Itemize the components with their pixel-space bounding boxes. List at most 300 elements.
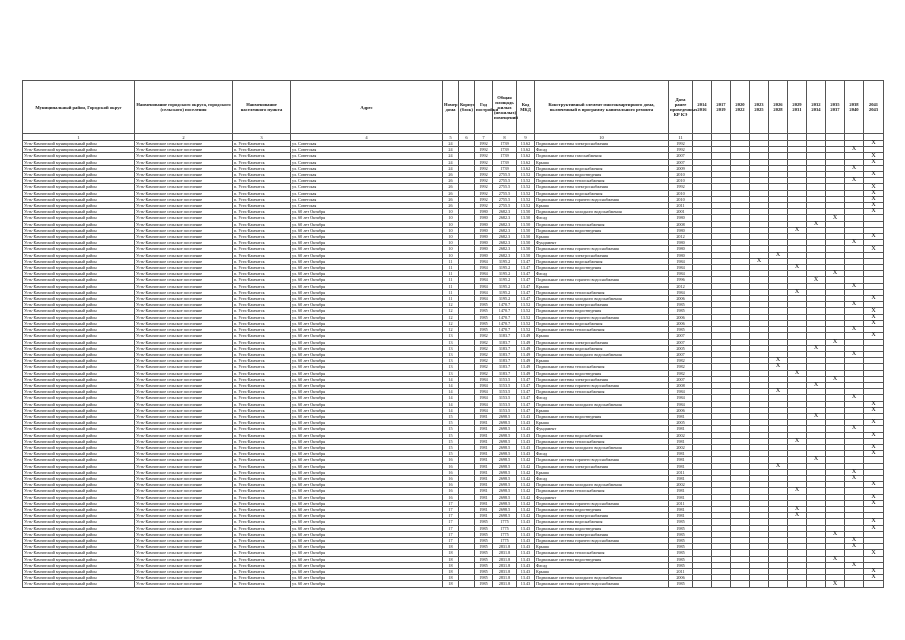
prior-repair-date-cell: 1981 — [669, 475, 693, 481]
prior-repair-date-cell: 2007 — [669, 153, 693, 159]
column-number — [807, 134, 826, 141]
locality-cell: п. Усть-Камчатск — [233, 544, 291, 550]
prior-repair-date-cell: 1992 — [669, 147, 693, 153]
period-cell: X — [864, 575, 884, 581]
year-cell: 1992 — [475, 165, 493, 171]
area-cell: 1739 — [493, 165, 517, 171]
element-cell: Подвальные системы теплоснабжения — [535, 438, 669, 444]
year-cell: 1980 — [475, 227, 493, 233]
district-cell: Усть-Камчатский муниципальный район — [23, 246, 135, 252]
area-cell: 3195.2 — [493, 265, 517, 271]
element-cell: Крыша — [535, 234, 669, 240]
address-cell: ул. 60 лет Октября — [291, 525, 443, 531]
house-number-cell: 17 — [443, 513, 459, 519]
mkd-code-cell: 13.47 — [517, 376, 535, 382]
prior-repair-date-cell: 1981 — [669, 494, 693, 500]
prior-repair-date-cell: 2012 — [669, 234, 693, 240]
locality-cell: п. Усть-Камчатск — [233, 190, 291, 196]
year-cell: 1985 — [475, 550, 493, 556]
address-cell: ул. 60 лет Октября — [291, 581, 443, 587]
period-cell: X — [845, 351, 864, 357]
period-cell: X — [788, 289, 807, 295]
period-cell: X — [807, 221, 826, 227]
house-number-cell: 17 — [443, 506, 459, 512]
prior-repair-date-cell: 2009 — [669, 165, 693, 171]
district-cell: Усть-Камчатский муниципальный район — [23, 165, 135, 171]
period-cell: X — [845, 395, 864, 401]
address-cell: ул. Советская — [291, 159, 443, 165]
address-cell: ул. 60 лет Октября — [291, 209, 443, 215]
year-cell: 1985 — [475, 581, 493, 587]
prior-repair-date-cell: 2010 — [669, 190, 693, 196]
column-header: Общая площадь жилых (нежилых) помещений — [493, 81, 517, 134]
prior-repair-date-cell: 2006 — [669, 407, 693, 413]
prior-repair-date-cell: 1980 — [669, 240, 693, 246]
mkd-code-cell: 13.47 — [517, 389, 535, 395]
mkd-code-cell: 13.50 — [517, 227, 535, 233]
mkd-code-cell: 13.49 — [517, 364, 535, 370]
mkd-code-cell: 13.49 — [517, 370, 535, 376]
mkd-code-cell: 13.52 — [517, 327, 535, 333]
settlement-cell: Усть-Камчатское сельское поселение — [135, 382, 233, 388]
settlement-cell: Усть-Камчатское сельское поселение — [135, 153, 233, 159]
address-cell: ул. 60 лет Октября — [291, 407, 443, 413]
year-cell: 1984 — [475, 376, 493, 382]
settlement-cell: Усть-Камчатское сельское поселение — [135, 141, 233, 147]
period-cell: X — [845, 538, 864, 544]
district-cell: Усть-Камчатский муниципальный район — [23, 382, 135, 388]
element-cell: Крыша — [535, 420, 669, 426]
prior-repair-date-cell: 1981 — [669, 451, 693, 457]
district-cell: Усть-Камчатский муниципальный район — [23, 271, 135, 277]
period-cell: X — [864, 407, 884, 413]
locality-cell: п. Усть-Камчатск — [233, 302, 291, 308]
locality-cell: п. Усть-Камчатск — [233, 165, 291, 171]
locality-cell: п. Усть-Камчатск — [233, 196, 291, 202]
address-cell: ул. 60 лет Октября — [291, 258, 443, 264]
district-cell: Усть-Камчатский муниципальный район — [23, 296, 135, 302]
period-cell: X — [864, 234, 884, 240]
area-cell: 2698.5 — [493, 469, 517, 475]
mkd-code-cell: 13.47 — [517, 401, 535, 407]
district-cell: Усть-Камчатский муниципальный район — [23, 463, 135, 469]
settlement-cell: Усть-Камчатское сельское поселение — [135, 339, 233, 345]
element-cell: Крыша — [535, 203, 669, 209]
mkd-code-cell: 13.42 — [517, 463, 535, 469]
address-cell: ул. 60 лет Октября — [291, 538, 443, 544]
year-cell: 1981 — [475, 506, 493, 512]
settlement-cell: Усть-Камчатское сельское поселение — [135, 426, 233, 432]
mkd-code-cell: 13.47 — [517, 395, 535, 401]
address-cell: ул. 60 лет Октября — [291, 302, 443, 308]
year-cell: 1985 — [475, 525, 493, 531]
element-cell: Подвальные системы теплоснабжения — [535, 289, 669, 295]
address-cell: ул. 60 лет Октября — [291, 544, 443, 550]
column-number — [769, 134, 788, 141]
period-cell: X — [788, 438, 807, 444]
district-cell: Усть-Камчатский муниципальный район — [23, 513, 135, 519]
house-number-cell: 14 — [443, 395, 459, 401]
prior-repair-date-cell: 2011 — [669, 500, 693, 506]
settlement-cell: Усть-Камчатское сельское поселение — [135, 227, 233, 233]
element-cell: Подвальные системы электроснабжения — [535, 184, 669, 190]
element-cell: Подвальные системы теплоснабжения — [535, 221, 669, 227]
address-cell: ул. 60 лет Октября — [291, 562, 443, 568]
element-cell: Подвальные системы горячего водоснабжения — [535, 314, 669, 320]
settlement-cell: Усть-Камчатское сельское поселение — [135, 184, 233, 190]
area-cell: 2831.8 — [493, 562, 517, 568]
element-cell: Подвальные системы теплоснабжения — [535, 178, 669, 184]
house-number-cell: 10 — [443, 209, 459, 215]
prior-repair-date-cell: 1984 — [669, 389, 693, 395]
house-number-cell: 11 — [443, 289, 459, 295]
mkd-code-cell: 13.52 — [517, 190, 535, 196]
prior-repair-date-cell: 1981 — [669, 426, 693, 432]
area-cell: 1739 — [493, 153, 517, 159]
house-number-cell: 14 — [443, 401, 459, 407]
prior-repair-date-cell: 2008 — [669, 382, 693, 388]
prior-repair-date-cell: 2007 — [669, 376, 693, 382]
area-cell: 3153.5 — [493, 382, 517, 388]
locality-cell: п. Усть-Камчатск — [233, 451, 291, 457]
locality-cell: п. Усть-Камчатск — [233, 382, 291, 388]
house-number-cell: 15 — [443, 426, 459, 432]
house-number-cell: 16 — [443, 463, 459, 469]
year-cell: 1982 — [475, 333, 493, 339]
locality-cell: п. Усть-Камчатск — [233, 513, 291, 519]
district-cell: Усть-Камчатский муниципальный район — [23, 289, 135, 295]
mkd-code-cell: 13.43 — [517, 525, 535, 531]
locality-cell: п. Усть-Камчатск — [233, 569, 291, 575]
mkd-code-cell: 13.43 — [517, 556, 535, 562]
district-cell: Усть-Камчатский муниципальный район — [23, 556, 135, 562]
address-cell: ул. 60 лет Октября — [291, 289, 443, 295]
locality-cell: п. Усть-Камчатск — [233, 413, 291, 419]
prior-repair-date-cell: 1984 — [669, 271, 693, 277]
prior-repair-date-cell: 2002 — [669, 482, 693, 488]
locality-cell: п. Усть-Камчатск — [233, 308, 291, 314]
column-number: 11 — [669, 134, 693, 141]
year-cell: 1985 — [475, 320, 493, 326]
settlement-cell: Усть-Камчатское сельское поселение — [135, 314, 233, 320]
address-cell: ул. 60 лет Октября — [291, 413, 443, 419]
period-cell: X — [788, 227, 807, 233]
mkd-code-cell: 13.47 — [517, 283, 535, 289]
mkd-code-cell: 13.42 — [517, 506, 535, 512]
house-number-cell: 13 — [443, 370, 459, 376]
locality-cell: п. Усть-Камчатск — [233, 556, 291, 562]
area-cell: 2682.3 — [493, 221, 517, 227]
settlement-cell: Усть-Камчатское сельское поселение — [135, 413, 233, 419]
area-cell: 2698.5 — [493, 463, 517, 469]
locality-cell: п. Усть-Камчатск — [233, 581, 291, 587]
address-cell: ул. 60 лет Октября — [291, 482, 443, 488]
element-cell: Подвальные системы теплоснабжения — [535, 327, 669, 333]
area-cell: 2755.5 — [493, 196, 517, 202]
address-cell: ул. 60 лет Октября — [291, 277, 443, 283]
column-header: 2014 2016 — [693, 81, 712, 134]
element-cell: Подвальные системы теплоснабжения — [535, 550, 669, 556]
district-cell: Усть-Камчатский муниципальный район — [23, 358, 135, 364]
year-cell: 1992 — [475, 190, 493, 196]
settlement-cell: Усть-Камчатское сельское поселение — [135, 252, 233, 258]
address-cell: ул. Советская — [291, 203, 443, 209]
element-cell: Подвальные системы холодного водоснабжения — [535, 444, 669, 450]
area-cell: 2682.3 — [493, 246, 517, 252]
year-cell: 1981 — [475, 420, 493, 426]
area-cell: 3195.2 — [493, 283, 517, 289]
element-cell: Подвальные системы горячего водоснабжения — [535, 538, 669, 544]
mkd-code-cell: 13.62 — [517, 141, 535, 147]
settlement-cell: Усть-Камчатское сельское поселение — [135, 494, 233, 500]
settlement-cell: Усть-Камчатское сельское поселение — [135, 234, 233, 240]
address-cell: ул. 60 лет Октября — [291, 382, 443, 388]
district-cell: Усть-Камчатский муниципальный район — [23, 153, 135, 159]
area-cell: 2831.8 — [493, 581, 517, 587]
column-number: 4 — [291, 134, 443, 141]
district-cell: Усть-Камчатский муниципальный район — [23, 544, 135, 550]
mkd-code-cell: 13.43 — [517, 544, 535, 550]
prior-repair-date-cell: 2010 — [669, 172, 693, 178]
mkd-code-cell: 13.62 — [517, 165, 535, 171]
mkd-code-cell: 13.42 — [517, 488, 535, 494]
locality-cell: п. Усть-Камчатск — [233, 203, 291, 209]
year-cell: 1980 — [475, 215, 493, 221]
mkd-code-cell: 13.50 — [517, 234, 535, 240]
area-cell: 2698.5 — [493, 444, 517, 450]
district-cell: Усть-Камчатский муниципальный район — [23, 451, 135, 457]
year-cell: 1981 — [475, 413, 493, 419]
locality-cell: п. Усть-Камчатск — [233, 271, 291, 277]
district-cell: Усть-Камчатский муниципальный район — [23, 227, 135, 233]
period-cell — [864, 581, 884, 587]
mkd-code-cell: 13.50 — [517, 246, 535, 252]
district-cell: Усть-Камчатский муниципальный район — [23, 482, 135, 488]
element-cell: Подвальные системы водоотведения — [535, 506, 669, 512]
settlement-cell: Усть-Камчатское сельское поселение — [135, 159, 233, 165]
locality-cell: п. Усть-Камчатск — [233, 351, 291, 357]
locality-cell: п. Усть-Камчатск — [233, 358, 291, 364]
period-cell: X — [864, 172, 884, 178]
district-cell: Усть-Камчатский муниципальный район — [23, 469, 135, 475]
area-cell: 2698.5 — [493, 451, 517, 457]
district-cell: Усть-Камчатский муниципальный район — [23, 401, 135, 407]
settlement-cell: Усть-Камчатское сельское поселение — [135, 569, 233, 575]
settlement-cell: Усть-Камчатское сельское поселение — [135, 240, 233, 246]
address-cell: ул. 60 лет Октября — [291, 500, 443, 506]
prior-repair-date-cell: 2005 — [669, 420, 693, 426]
year-cell: 1992 — [475, 147, 493, 153]
column-number: 3 — [233, 134, 291, 141]
house-number-cell: 10 — [443, 215, 459, 221]
district-cell: Усть-Камчатский муниципальный район — [23, 277, 135, 283]
element-cell: Подвальные системы горячего водоснабжения — [535, 581, 669, 587]
address-cell: ул. 60 лет Октября — [291, 358, 443, 364]
settlement-cell: Усть-Камчатское сельское поселение — [135, 538, 233, 544]
mkd-code-cell: 13.47 — [517, 407, 535, 413]
house-number-cell: 18 — [443, 562, 459, 568]
settlement-cell: Усть-Камчатское сельское поселение — [135, 320, 233, 326]
column-number — [693, 134, 712, 141]
house-number-cell: 24 — [443, 153, 459, 159]
house-number-cell: 14 — [443, 407, 459, 413]
district-cell: Усть-Камчатский муниципальный район — [23, 283, 135, 289]
locality-cell: п. Усть-Камчатск — [233, 172, 291, 178]
period-cell — [712, 581, 731, 587]
house-number-cell: 16 — [443, 475, 459, 481]
area-cell: 3183.7 — [493, 358, 517, 364]
prior-repair-date-cell: 1992 — [669, 184, 693, 190]
year-cell: 1982 — [475, 351, 493, 357]
house-number-cell: 16 — [443, 488, 459, 494]
address-cell: ул. 60 лет Октября — [291, 513, 443, 519]
mkd-code-cell: 13.52 — [517, 203, 535, 209]
element-cell: Подвальные системы горячего водоснабжения — [535, 196, 669, 202]
period-cell: X — [845, 165, 864, 171]
settlement-cell: Усть-Камчатское сельское поселение — [135, 525, 233, 531]
address-cell: ул. 60 лет Октября — [291, 314, 443, 320]
district-cell: Усть-Камчатский муниципальный район — [23, 444, 135, 450]
house-number-cell: 13 — [443, 364, 459, 370]
column-header: Муниципальный район, Городской округ — [23, 81, 135, 134]
year-cell: 1981 — [475, 475, 493, 481]
address-cell: ул. Советская — [291, 141, 443, 147]
year-cell: 1985 — [475, 308, 493, 314]
period-cell: X — [864, 519, 884, 525]
element-cell: Подвальные системы холодного водоснабжения — [535, 575, 669, 581]
address-cell: ул. 60 лет Октября — [291, 519, 443, 525]
address-cell: ул. 60 лет Октября — [291, 389, 443, 395]
column-number: 5 — [443, 134, 459, 141]
column-header: Год постройки — [475, 81, 493, 134]
period-cell: X — [845, 327, 864, 333]
block-cell — [459, 581, 475, 587]
element-cell: Подвальные системы электроснабжения — [535, 339, 669, 345]
address-cell: ул. 60 лет Октября — [291, 364, 443, 370]
settlement-cell: Усть-Камчатское сельское поселение — [135, 296, 233, 302]
year-cell: 1981 — [475, 469, 493, 475]
element-cell: Подвальные системы водоснабжения — [535, 345, 669, 351]
settlement-cell: Усть-Камчатское сельское поселение — [135, 531, 233, 537]
year-cell: 1992 — [475, 153, 493, 159]
year-cell: 1984 — [475, 277, 493, 283]
locality-cell: п. Усть-Камчатск — [233, 159, 291, 165]
element-cell: Фасад — [535, 395, 669, 401]
area-cell: 2682.3 — [493, 240, 517, 246]
locality-cell: п. Усть-Камчатск — [233, 215, 291, 221]
district-cell: Усть-Камчатский муниципальный район — [23, 438, 135, 444]
period-cell: X — [807, 382, 826, 388]
district-cell: Усть-Камчатский муниципальный район — [23, 538, 135, 544]
column-number — [750, 134, 769, 141]
prior-repair-date-cell: 1985 — [669, 531, 693, 537]
address-cell: ул. 60 лет Октября — [291, 283, 443, 289]
period-cell: X — [807, 345, 826, 351]
settlement-cell: Усть-Камчатское сельское поселение — [135, 265, 233, 271]
mkd-code-cell: 13.42 — [517, 457, 535, 463]
district-cell: Усть-Камчатский муниципальный район — [23, 308, 135, 314]
address-cell: ул. 60 лет Октября — [291, 221, 443, 227]
area-cell: 2698.5 — [493, 426, 517, 432]
year-cell: 1985 — [475, 538, 493, 544]
period-cell: X — [864, 444, 884, 450]
district-cell: Усть-Камчатский муниципальный район — [23, 314, 135, 320]
house-number-cell: 24 — [443, 147, 459, 153]
period-cell: X — [864, 184, 884, 190]
locality-cell: п. Усть-Камчатск — [233, 252, 291, 258]
year-cell: 1981 — [475, 500, 493, 506]
district-cell: Усть-Камчатский муниципальный район — [23, 333, 135, 339]
prior-repair-date-cell: 1985 — [669, 550, 693, 556]
house-number-cell: 18 — [443, 556, 459, 562]
house-number-cell: 17 — [443, 531, 459, 537]
house-number-cell: 24 — [443, 165, 459, 171]
column-number — [731, 134, 750, 141]
address-cell: ул. Советская — [291, 147, 443, 153]
column-header: Код МКД — [517, 81, 535, 134]
element-cell: Подвальные системы электроснабжения — [535, 302, 669, 308]
year-cell: 1984 — [475, 407, 493, 413]
district-cell: Усть-Камчатский муниципальный район — [23, 209, 135, 215]
district-cell: Усть-Камчатский муниципальный район — [23, 320, 135, 326]
area-cell: 1470.7 — [493, 308, 517, 314]
district-cell: Усть-Камчатский муниципальный район — [23, 221, 135, 227]
district-cell: Усть-Камчатский муниципальный район — [23, 178, 135, 184]
period-cell: X — [826, 531, 845, 537]
locality-cell: п. Усть-Камчатск — [233, 283, 291, 289]
house-number-cell: 13 — [443, 345, 459, 351]
year-cell: 1984 — [475, 389, 493, 395]
address-cell: ул. 60 лет Октября — [291, 265, 443, 271]
prior-repair-date-cell: 1984 — [669, 289, 693, 295]
element-cell: Подвальные системы электроснабжения — [535, 252, 669, 258]
area-cell: 3153.5 — [493, 401, 517, 407]
district-cell: Усть-Камчатский муниципальный район — [23, 351, 135, 357]
column-header: 2020 2022 — [731, 81, 750, 134]
house-number-cell: 13 — [443, 339, 459, 345]
district-cell: Усть-Камчатский муниципальный район — [23, 569, 135, 575]
area-cell: 3153.5 — [493, 389, 517, 395]
house-number-cell: 14 — [443, 382, 459, 388]
area-cell: 2831.8 — [493, 575, 517, 581]
locality-cell: п. Усть-Камчатск — [233, 395, 291, 401]
address-cell: ул. 60 лет Октября — [291, 556, 443, 562]
mkd-code-cell: 13.43 — [517, 426, 535, 432]
mkd-code-cell: 13.62 — [517, 147, 535, 153]
locality-cell: п. Усть-Камчатск — [233, 506, 291, 512]
locality-cell: п. Усть-Камчатск — [233, 457, 291, 463]
settlement-cell: Усть-Камчатское сельское поселение — [135, 283, 233, 289]
area-cell: 2698.5 — [493, 475, 517, 481]
element-cell: Подвальные системы водоснабжения — [535, 432, 669, 438]
year-cell: 1980 — [475, 246, 493, 252]
period-cell: X — [845, 283, 864, 289]
period-cell: X — [864, 320, 884, 326]
year-cell: 1992 — [475, 203, 493, 209]
prior-repair-date-cell: 1982 — [669, 370, 693, 376]
area-cell: 1739 — [493, 141, 517, 147]
element-cell: Подвальные системы водоснабжения — [535, 258, 669, 264]
capital-repair-table — [22, 80, 884, 588]
district-cell: Усть-Камчатский муниципальный район — [23, 265, 135, 271]
district-cell: Усть-Камчатский муниципальный район — [23, 475, 135, 481]
area-cell: 2698.5 — [493, 494, 517, 500]
period-cell: X — [864, 451, 884, 457]
locality-cell: п. Усть-Камчатск — [233, 234, 291, 240]
area-cell: 2682.3 — [493, 252, 517, 258]
column-header: 2041 2043 — [864, 81, 884, 134]
district-cell: Усть-Камчатский муниципальный район — [23, 327, 135, 333]
